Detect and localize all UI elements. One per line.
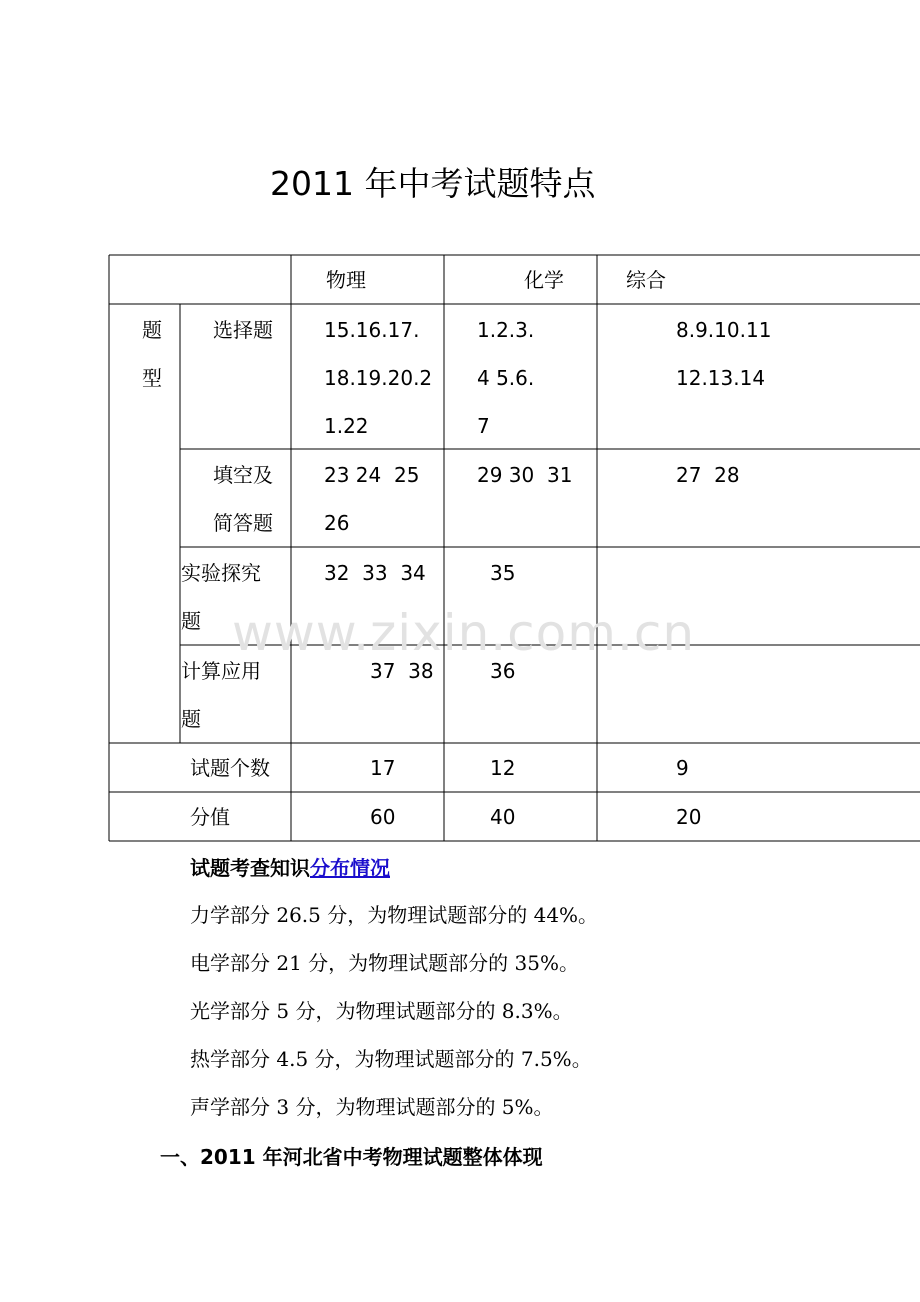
multiple-choice-chemistry: 7 (477, 414, 490, 438)
header-combined: 综合 (626, 268, 666, 292)
row-label-question-count: 试题个数 (190, 756, 270, 780)
knowledge-heading-text: 试题考查知识 (190, 856, 310, 880)
multiple-choice-physics: 18.19.20.2 (324, 366, 433, 390)
knowledge-line-acoustics: 声学部分 3 分，为物理试题部分的 5%。 (190, 1095, 554, 1119)
section-heading: 一、2011 年河北省中考物理试题整体体现 (160, 1145, 543, 1169)
watermark: www.zixin.com.cn (232, 604, 696, 662)
page-title: 2011 年中考试题特点 (270, 164, 596, 203)
question-count-physics: 17 (370, 756, 396, 780)
row-label-experiment: 实验探究 (181, 561, 261, 585)
knowledge-line-heat: 热学部分 4.5 分，为物理试题部分的 7.5%。 (190, 1047, 592, 1071)
row-label-multiple-choice: 选择题 (213, 318, 273, 342)
calculation-chemistry: 36 (490, 659, 516, 683)
row-label-fill-in: 填空及 (213, 463, 273, 487)
distribution-link[interactable]: 分布情况 (310, 856, 390, 880)
calculation-physics: 37 38 (370, 659, 434, 683)
row-label-calculation: 计算应用 (181, 659, 261, 683)
multiple-choice-physics: 1.22 (324, 414, 369, 438)
row-label-score: 分值 (190, 805, 230, 829)
multiple-choice-chemistry: 1.2.3. (477, 318, 535, 342)
fill-in-combined: 27 28 (676, 463, 740, 487)
header-physics: 物理 (326, 268, 366, 292)
knowledge-line-electricity: 电学部分 21 分，为物理试题部分的 35%。 (190, 951, 579, 975)
knowledge-line-mechanics: 力学部分 26.5 分，为物理试题部分的 44%。 (190, 903, 599, 927)
multiple-choice-chemistry: 4 5.6. (477, 366, 535, 390)
fill-in-physics: 23 24 25 (324, 463, 420, 487)
fill-in-chemistry: 29 30 31 (477, 463, 573, 487)
multiple-choice-physics: 15.16.17. (324, 318, 420, 342)
row-group-label-1: 题 (142, 318, 162, 342)
knowledge-line-optics: 光学部分 5 分，为物理试题部分的 8.3%。 (190, 999, 573, 1023)
row-label-experiment: 题 (181, 609, 201, 633)
score-physics: 60 (370, 805, 396, 829)
row-group-label-2: 型 (142, 366, 162, 390)
question-count-combined: 9 (676, 756, 689, 780)
question-count-chemistry: 12 (490, 756, 516, 780)
row-label-calculation: 题 (181, 707, 201, 731)
score-combined: 20 (676, 805, 702, 829)
knowledge-heading (190, 846, 390, 890)
multiple-choice-combined: 12.13.14 (676, 366, 766, 390)
experiment-chemistry: 35 (490, 561, 516, 585)
row-label-fill-in: 简答题 (213, 511, 273, 535)
fill-in-physics: 26 (324, 511, 350, 535)
experiment-physics: 32 33 34 (324, 561, 426, 585)
header-chemistry: 化学 (524, 268, 564, 292)
multiple-choice-combined: 8.9.10.11 (676, 318, 772, 342)
score-chemistry: 40 (490, 805, 516, 829)
